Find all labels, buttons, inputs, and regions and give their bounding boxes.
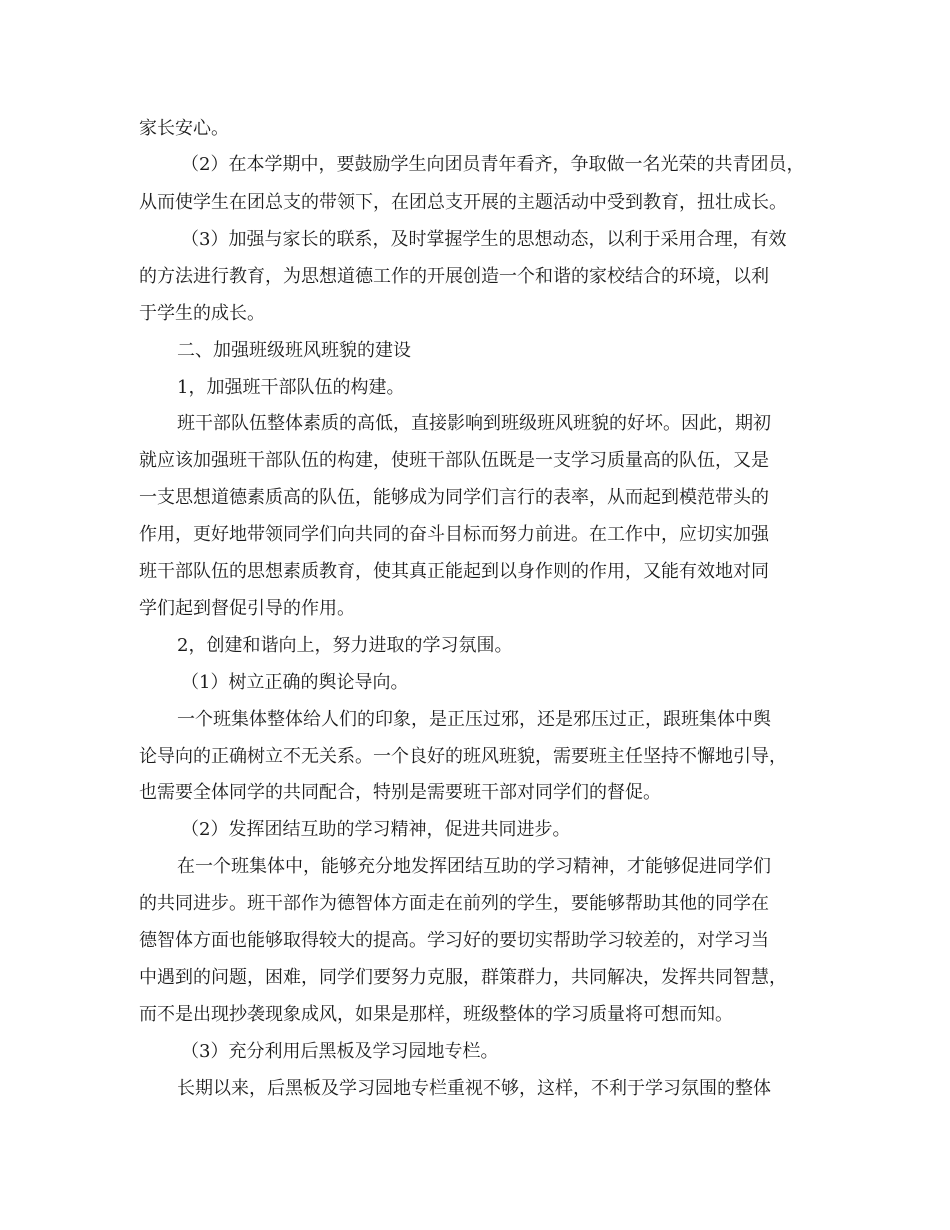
text-line: 班干部队伍整体素质的高低，直接影响到班级班风班貌的好坏。因此，期初 bbox=[177, 413, 771, 434]
text-line: 的共同进步。班干部作为德智体方面走在前列的学生，要能够帮助其他的同学在 bbox=[139, 893, 769, 914]
text-line: 从而使学生在团总支的带领下，在团总支开展的主题活动中受到教育，扭壮成长。 bbox=[139, 192, 787, 213]
text-line: 也需要全体同学的共同配合，特别是需要班干部对同学们的督促。 bbox=[139, 782, 661, 803]
text-line: （3）充分利用后黑板及学习园地专栏。 bbox=[181, 1041, 499, 1062]
text-line: 论导向的正确树立不无关系。一个良好的班风班貌，需要班主任坚持不懈地引导， bbox=[139, 746, 787, 767]
text-line: 班干部队伍的思想素质教育，使其真正能起到以身作则的作用，又能有效地对同 bbox=[139, 561, 769, 582]
text-line: 就应该加强班干部队伍的构建，使班干部队伍既是一支学习质量高的队伍，又是 bbox=[139, 450, 769, 471]
subsection-heading: 2，创建和谐向上，努力进取的学习氛围。 bbox=[177, 635, 513, 656]
section-heading: 二、加强班级班风班貌的建设 bbox=[177, 340, 411, 361]
text-line: 学们起到督促引导的作用。 bbox=[139, 598, 355, 619]
text-line: （2）在本学期中，要鼓励学生向团员青年看齐，争取做一名光荣的共青团员， bbox=[181, 154, 805, 175]
text-line: （2）发挥团结互助的学习精神，促进共同进步。 bbox=[181, 819, 571, 840]
text-line: （1）树立正确的舆论导向。 bbox=[181, 672, 409, 693]
text-line: 而不是出现抄袭现象成风，如果是那样，班级整体的学习质量将可想而知。 bbox=[139, 1004, 733, 1025]
text-line: 长期以来，后黑板及学习园地专栏重视不够，这样，不利于学习氛围的整体 bbox=[177, 1078, 771, 1099]
text-line: 家长安心。 bbox=[139, 118, 229, 139]
text-line: （3）加强与家长的联系，及时掌握学生的思想动态，以利于采用合理，有效 bbox=[181, 229, 787, 250]
text-line: 一个班集体整体给人们的印象，是正压过邪，还是邪压过正，跟班集体中舆 bbox=[177, 709, 771, 730]
text-line: 德智体方面也能够取得较大的提高。学习好的要切实帮助学习较差的，对学习当 bbox=[139, 930, 769, 951]
text-line: 在一个班集体中，能够充分地发挥团结互助的学习精神，才能够促进同学们 bbox=[177, 856, 771, 877]
subsection-heading: 1，加强班干部队伍的构建。 bbox=[177, 377, 405, 398]
text-line: 一支思想道德素质高的队伍，能够成为同学们言行的表率，从而起到模范带头的 bbox=[139, 487, 769, 508]
text-line: 于学生的成长。 bbox=[139, 303, 265, 324]
text-line: 作用，更好地带领同学们向共同的奋斗目标而努力前进。在工作中，应切实加强 bbox=[139, 524, 769, 545]
text-line: 中遇到的问题，困难，同学们要努力克服，群策群力，共同解决，发挥共同智慧， bbox=[139, 967, 787, 988]
text-line: 的方法进行教育，为思想道德工作的开展创造一个和谐的家校结合的环境，以利 bbox=[139, 266, 769, 287]
